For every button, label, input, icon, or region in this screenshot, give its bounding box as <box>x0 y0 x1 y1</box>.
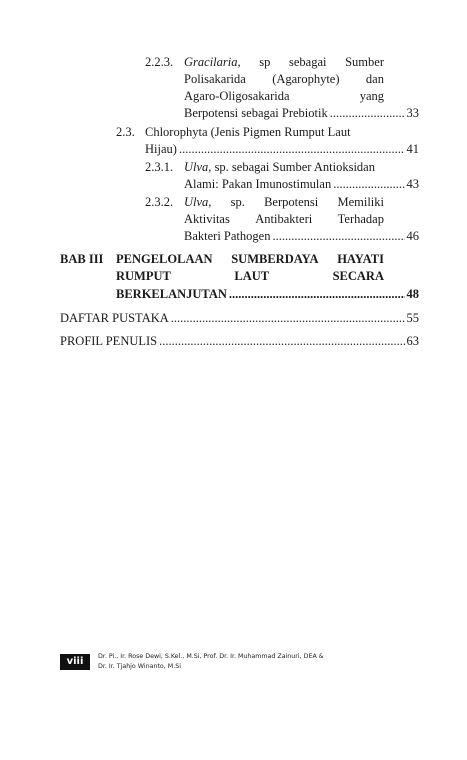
toc-text: Berpotensi <box>264 195 319 209</box>
toc-entry-2-3-1-number: 2.3.1. <box>145 160 174 174</box>
toc-chapter-3-line3[interactable] <box>116 286 419 303</box>
authors-line-1: Dr. Pi., Ir. Rose Dewi, S.Kel., M.Si, Prof. Dr. Ir. Muhammad Zainuri, DEA & <box>98 653 324 660</box>
toc-entry-2-3-line2[interactable] <box>145 141 419 158</box>
footer-authors <box>98 652 324 672</box>
toc-entry-2-3-line1[interactable]: Chlorophyta (Jenis Pigmen Rumput Laut <box>145 125 351 139</box>
toc-entry-2-2-3-line3[interactable] <box>184 88 384 105</box>
page-number: 46 <box>406 229 419 243</box>
dot-leader <box>159 333 404 350</box>
toc-text: RUMPUT <box>116 269 171 283</box>
toc-text: DAFTAR PUSTAKA <box>60 311 169 325</box>
toc-entry-2-2-3-number: 2.2.3. <box>145 55 174 69</box>
toc-text: Sumber <box>345 55 384 69</box>
toc-text: SUMBERDAYA <box>231 252 319 266</box>
toc-text: SECARA <box>332 269 384 283</box>
page-number: 33 <box>406 106 419 120</box>
toc-text: dan <box>365 72 384 86</box>
toc-text: sp. <box>230 195 245 209</box>
toc-entry-2-3-2-number: 2.3.2. <box>145 195 174 209</box>
dot-leader <box>272 228 404 245</box>
page-number: 43 <box>406 177 419 191</box>
page-number: 55 <box>406 311 419 325</box>
page-number-badge: viii <box>60 654 90 670</box>
authors-line-2: Dr. Ir. Tjahjo Winanto, M.Si <box>98 663 181 670</box>
toc-text: LAUT <box>234 269 270 283</box>
page-number: 63 <box>406 334 419 348</box>
toc-entry-2-2-3-line1[interactable] <box>184 54 384 71</box>
toc-entry-2-3-2-line1[interactable] <box>184 194 384 211</box>
toc-text: PENGELOLAAN <box>116 252 213 266</box>
toc-text: Ulva, <box>184 195 212 209</box>
toc-entry-2-3-1-line1[interactable] <box>184 159 384 176</box>
toc-text: sp <box>259 55 271 69</box>
dot-leader <box>179 141 405 158</box>
toc-chapter-3-line2[interactable] <box>116 268 384 285</box>
toc-text: sebagai <box>288 55 327 69</box>
toc-text: Berpotensi sebagai Prebiotik <box>184 106 328 120</box>
toc-text: BERKELANJUTAN <box>116 287 227 301</box>
toc-daftar-pustaka[interactable] <box>60 310 419 327</box>
toc-text: Alami: Pakan Imunostimulan <box>184 177 332 191</box>
dot-leader <box>330 105 405 122</box>
toc-entry-2-2-3-line2[interactable] <box>184 71 384 88</box>
dot-leader <box>333 176 404 193</box>
toc-text: (Agarophyte) <box>272 72 340 86</box>
toc-profil-penulis[interactable] <box>60 333 419 350</box>
toc-entry-2-3-1-line2[interactable] <box>184 176 419 193</box>
toc-text: yang <box>359 89 384 103</box>
page-number: 41 <box>406 142 419 156</box>
toc-entry-2-3-number: 2.3. <box>116 125 135 139</box>
toc-text: Memiliki <box>337 195 384 209</box>
toc-text: Agaro-Oligosakarida <box>184 89 290 103</box>
toc-chapter-3-line1[interactable] <box>116 251 384 268</box>
dot-leader <box>229 286 405 303</box>
page-footer <box>60 652 400 674</box>
toc-text: sp. sebagai Sumber Antioksidan <box>214 160 375 174</box>
toc-text: Hijau) <box>145 142 177 156</box>
toc-text: Terhadap <box>337 212 384 226</box>
toc-text: Polisakarida <box>184 72 246 86</box>
toc-entry-2-3-2-line2[interactable] <box>184 211 384 228</box>
toc-text: PROFIL PENULIS <box>60 334 158 348</box>
dot-leader <box>171 310 405 327</box>
page-number: 48 <box>406 287 419 301</box>
toc-text: Gracilaria, <box>184 55 241 69</box>
toc-text: HAYATI <box>337 252 384 266</box>
toc-text: Aktivitas <box>184 212 230 226</box>
toc-text: Antibakteri <box>255 212 313 226</box>
toc-text: Bakteri Pathogen <box>184 229 271 243</box>
toc-entry-2-2-3-line4[interactable] <box>184 105 419 122</box>
toc-text: Ulva, <box>184 160 212 174</box>
toc-chapter-3-number: BAB III <box>60 252 104 266</box>
toc-entry-2-3-2-line3[interactable] <box>184 228 419 245</box>
